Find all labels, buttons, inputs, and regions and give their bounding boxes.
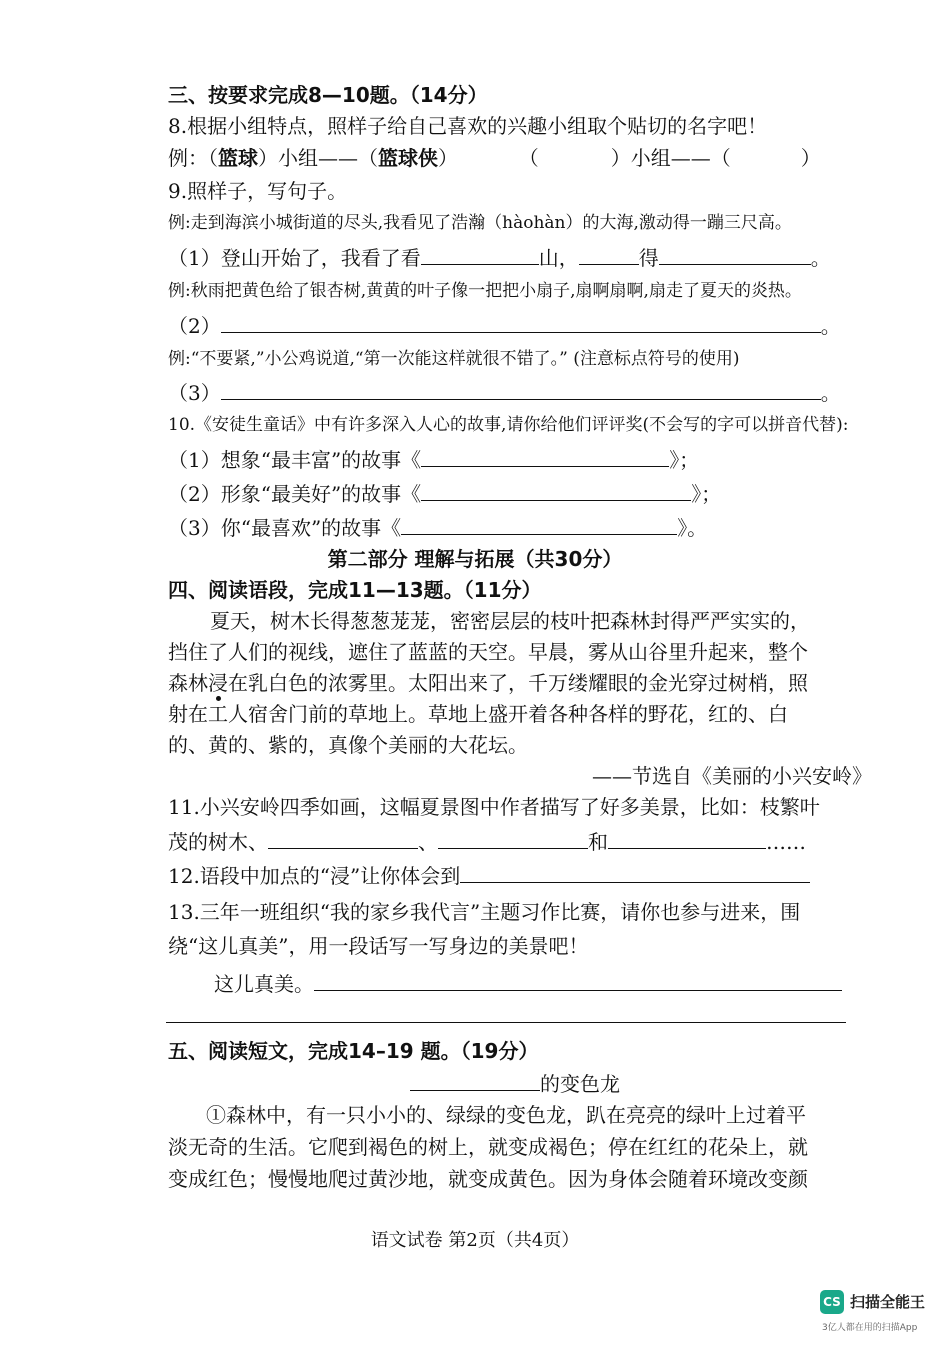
q13-line-3 [214, 968, 842, 999]
q9-3-blank[interactable] [221, 377, 821, 400]
q13-blank-2[interactable] [166, 1022, 846, 1023]
q8-blank-open: （ [518, 146, 539, 170]
q9-3-label: （3） [168, 381, 221, 405]
q10-1-blank[interactable] [421, 444, 669, 467]
q11-sep: 、 [418, 830, 438, 854]
q12-blank[interactable] [460, 860, 810, 883]
q9-3-end: 。 [820, 381, 841, 405]
q9-2-label: （2） [168, 314, 221, 338]
q10-item3 [168, 512, 707, 543]
q8-ex-open: 例：（ [168, 146, 218, 170]
article-title-blank[interactable] [410, 1068, 540, 1091]
q10-prompt: 10.《安徒生童话》中有许多深入人心的故事,请你给他们评评奖(不会写的字可以拼音代替): [168, 415, 849, 435]
passage-line-3a: 森林 [168, 671, 208, 695]
q9-item1 [168, 242, 831, 273]
q11-ellipsis: …… [766, 830, 806, 854]
section5-header: 五、阅读短文，完成14–19 题。（19分） [168, 1039, 539, 1063]
q9-1-text-b: 山， [538, 246, 579, 270]
passage-line-4: 射在工人宿舍门前的草地上。草地上盛开着各种各样的野花，红的、白 [168, 702, 788, 726]
part2-title: 第二部分 理解与拓展（共30分） [327, 547, 623, 571]
q9-item3 [168, 377, 841, 408]
q10-1-text: （1）想象“最丰富”的故事《 [168, 448, 422, 472]
article-line-3: 变成红色；慢慢地爬过黄沙地，就变成黄色。因为身体会随着环境改变颜 [168, 1167, 808, 1191]
q11-blank-1[interactable] [268, 826, 418, 849]
q12-line [168, 860, 810, 891]
q11-blank-3[interactable] [608, 826, 766, 849]
passage-line-3b: 在乳白色的浓雾里。太阳出来了，千万缕耀眼的金光穿过树梢，照 [228, 671, 808, 695]
q9-prompt: 9.照样子，写句子。 [168, 179, 348, 203]
scanner-app-tagline: 3亿人都在用的扫描App [822, 1323, 918, 1333]
passage-line-5: 的、黄的、紫的，真像个美丽的大花坛。 [168, 733, 528, 757]
q9-item2 [168, 310, 841, 341]
passage-line-1: 夏天，树木长得葱葱茏茏，密密层层的枝叶把森林封得严严实实的， [210, 609, 810, 633]
q8-example [168, 143, 821, 173]
q9-1-blank-c[interactable] [659, 242, 811, 265]
q10-2-end: 》； [691, 482, 722, 506]
scanner-app-name: 扫描全能王 [850, 1293, 926, 1311]
q11-and: 和 [588, 830, 608, 854]
q13-line-2: 绕“这儿真美”，用一段话写一写身边的美景吧！ [168, 934, 589, 958]
article-line-1: ①森林中，有一只小小的、绿绿的变色龙，趴在亮亮的绿叶上过着平 [206, 1103, 806, 1127]
cs-logo-icon: CS [820, 1290, 844, 1314]
q10-3-blank[interactable] [401, 512, 677, 535]
q10-item2 [168, 478, 721, 509]
q9-2-end: 。 [820, 314, 841, 338]
page-footer: 语文试卷 第2页（共4页） [370, 1230, 580, 1251]
q9-example2: 例:秋雨把黄色给了银杏树,黄黄的叶子像一把把小扇子,扇啊扇啊,扇走了夏天的炎热。 [168, 281, 802, 301]
q8-prompt: 8.根据小组特点，照样子给自己喜欢的兴趣小组取个贴切的名字吧！ [168, 114, 768, 138]
q8-ex-mid: ）小组——（ [258, 146, 378, 170]
passage-line-3 [168, 668, 808, 698]
q10-1-end: 》； [669, 448, 700, 472]
q8-ex-close: ） [438, 146, 458, 170]
q9-1-text-a: （1）登山开始了，我看了看 [168, 246, 421, 270]
q8-ex-hero: 篮球侠 [378, 146, 438, 170]
section3-header: 三、按要求完成8—10题。（14分） [168, 83, 488, 107]
article-title [410, 1068, 620, 1099]
q11-line-1: 11.小兴安岭四季如画，这幅夏景图中作者描写了好多美景，比如：枝繁叶 [168, 795, 820, 819]
q9-1-text-c: 得 [638, 246, 659, 270]
q9-2-blank[interactable] [221, 310, 821, 333]
q8-blank-close: ） [800, 146, 821, 170]
q10-item1 [168, 444, 699, 475]
article-title-suffix: 的变色龙 [540, 1072, 620, 1096]
q9-1-end: 。 [810, 246, 831, 270]
dotted-char-jin: 浸 [208, 671, 228, 695]
article-line-2: 淡无奇的生活。它爬到褐色的树上，就变成褐色；停在红红的花朵上，就 [168, 1135, 808, 1159]
q11-line-2 [168, 826, 806, 857]
q8-blank-mid: ）小组——（ [610, 146, 731, 170]
passage-line-2: 挡住了人们的视线，遮住了蓝蓝的天空。早晨，雾从山谷里升起来，整个 [168, 640, 808, 664]
q10-3-end: 》。 [677, 516, 708, 540]
q10-2-text: （2）形象“最美好”的故事《 [168, 482, 422, 506]
q13-starter: 这儿真美。 [214, 972, 314, 996]
q12-text: 12.语段中加点的“浸”让你体会到 [168, 864, 461, 888]
q11-blank-2[interactable] [438, 826, 588, 849]
q10-2-blank[interactable] [421, 478, 691, 501]
q9-example3: 例:“不要紧,”小公鸡说道,“第一次能这样就很不错了。” (注意标点符号的使用) [168, 349, 740, 369]
q13-blank-1[interactable] [314, 968, 842, 991]
q9-1-blank-b[interactable] [579, 242, 639, 265]
q9-example1: 例:走到海滨小城街道的尽头,我看见了浩瀚（hàohàn）的大海,激动得一蹦三尺高。 [168, 213, 792, 233]
q11-text-a: 茂的树木、 [168, 830, 268, 854]
q10-3-text: （3）你“最喜欢”的故事《 [168, 516, 402, 540]
passage-source: ——节选自《美丽的小兴安岭》 [592, 764, 872, 788]
q9-1-blank-a[interactable] [421, 242, 539, 265]
section4-header: 四、阅读语段，完成11—13题。（11分） [168, 578, 542, 602]
q8-ex-basketball: 篮球 [218, 146, 258, 170]
q13-line-1: 13.三年一班组织“我的家乡我代言”主题习作比赛，请你也参与进来，围 [168, 900, 801, 924]
